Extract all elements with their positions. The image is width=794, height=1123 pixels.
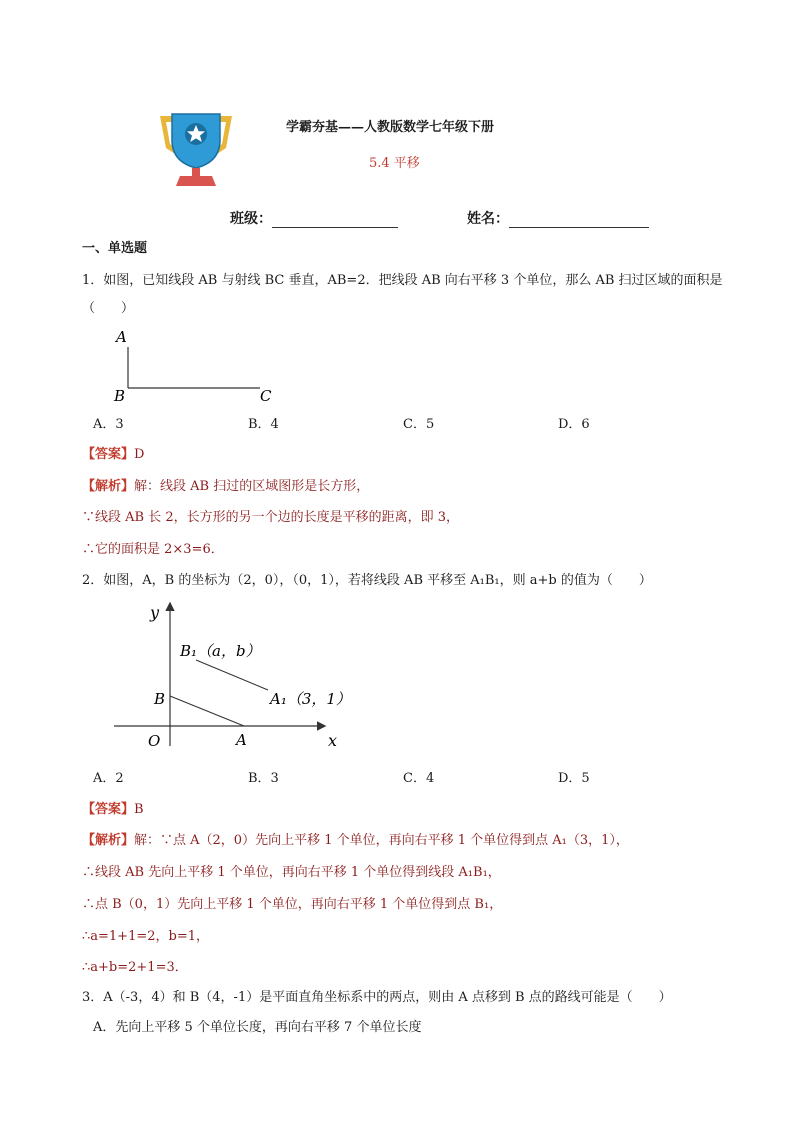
answer-tag: 【答案】: [82, 802, 135, 817]
answer-value: B: [134, 802, 144, 817]
q1-analysis-line2: ∵线段 AB 长 2，长方形的另一个边的长度是平移的距离，即 3，: [82, 510, 460, 525]
q1-option-a[interactable]: A．3: [93, 417, 124, 432]
q2-figure: [108, 598, 348, 753]
q2-analysis-line3: ∴点 B（0，1）先向上平移 1 个单位，再向右平移 1 个单位得到点 B₁，: [82, 897, 503, 912]
q1-stem-line1: 1．如图，已知线段 AB 与射线 BC 垂直，AB=2．把线段 AB 向右平移 3 个单位，那么 AB 扫过区域的面积是: [82, 273, 723, 288]
section-title: 一、单选题: [82, 241, 148, 256]
q1-figure: [108, 325, 288, 405]
analysis-tag: 【解析】: [82, 833, 135, 848]
class-label: 班级：: [230, 211, 272, 227]
trophy-icon: [152, 110, 240, 190]
q2-option-c[interactable]: C．4: [403, 771, 435, 786]
q1-answer: [82, 447, 144, 463]
q2-analysis-line1: 【解析】解：∵点 A（2，0）先向上平移 1 个单位，再向右平移 1 个单位得到点 A₁（3，1），: [82, 833, 629, 848]
q2-option-b[interactable]: B．3: [248, 771, 279, 786]
x-label: x: [328, 731, 338, 750]
answer-tag: 【答案】: [82, 447, 135, 462]
name-label: 姓名：: [467, 211, 509, 227]
q1-option-c[interactable]: C．5: [403, 417, 435, 432]
q1-stem-line2: （ ）: [82, 301, 135, 316]
q2-stem: 2．如图，A，B 的坐标为（2，0），（0，1），若将线段 AB 平移至 A₁B₁，则 a+b 的值为（ ）: [82, 573, 652, 588]
q3-stem: 3．A（-3，4）和 B（4，-1）是平面直角坐标系中的两点，则由 A 点移到 B 点的路线可能是（ ）: [82, 990, 672, 1005]
q2-answer: [82, 802, 144, 818]
class-input-line[interactable]: [272, 213, 398, 228]
origin-label: O: [148, 732, 161, 750]
q2-analysis-line4: ∴a=1+1=2，b=1，: [82, 929, 209, 944]
label-a: A: [116, 328, 127, 346]
class-field: [230, 208, 398, 228]
q1-option-b[interactable]: B．4: [248, 417, 279, 432]
q2-analysis-line2: ∴线段 AB 先向上平移 1 个单位，再向右平移 1 个单位得到线段 A₁B₁，: [82, 865, 501, 880]
trophy-logo: [152, 110, 240, 190]
q1-analysis-line1: 【解析】解：线段 AB 扫过的区域图形是长方形，: [82, 479, 370, 494]
y-label: y: [150, 603, 160, 622]
segment-a1b1: [196, 660, 268, 690]
q2-analysis-line5: ∴a+b=2+1=3．: [82, 960, 188, 975]
point-b-label: B: [154, 690, 166, 708]
answer-value: D: [134, 447, 145, 462]
segment-ab: [170, 696, 244, 726]
name-input-line[interactable]: [509, 213, 649, 228]
q2-option-a[interactable]: A．2: [93, 771, 124, 786]
name-field: [467, 208, 649, 228]
point-a1-label: A₁（3，1）: [270, 690, 348, 708]
analysis-tag: 【解析】: [82, 479, 135, 494]
section-subtitle: 5.4 平移: [369, 156, 420, 171]
q3-option-a[interactable]: A．先向上平移 5 个单位长度，再向右平移 7 个单位长度: [93, 1020, 422, 1035]
q1-option-d[interactable]: D．6: [558, 417, 590, 432]
point-a-label: A: [236, 731, 247, 749]
label-b: B: [114, 387, 126, 405]
document-title: 学霸夯基——人教版数学七年级下册: [286, 120, 495, 135]
point-b1-label: B₁（a，b）: [180, 642, 261, 660]
q1-analysis-line3: ∴它的面积是 2×3=6．: [82, 542, 224, 557]
label-c: C: [260, 387, 272, 405]
q2-option-d[interactable]: D．5: [558, 771, 590, 786]
